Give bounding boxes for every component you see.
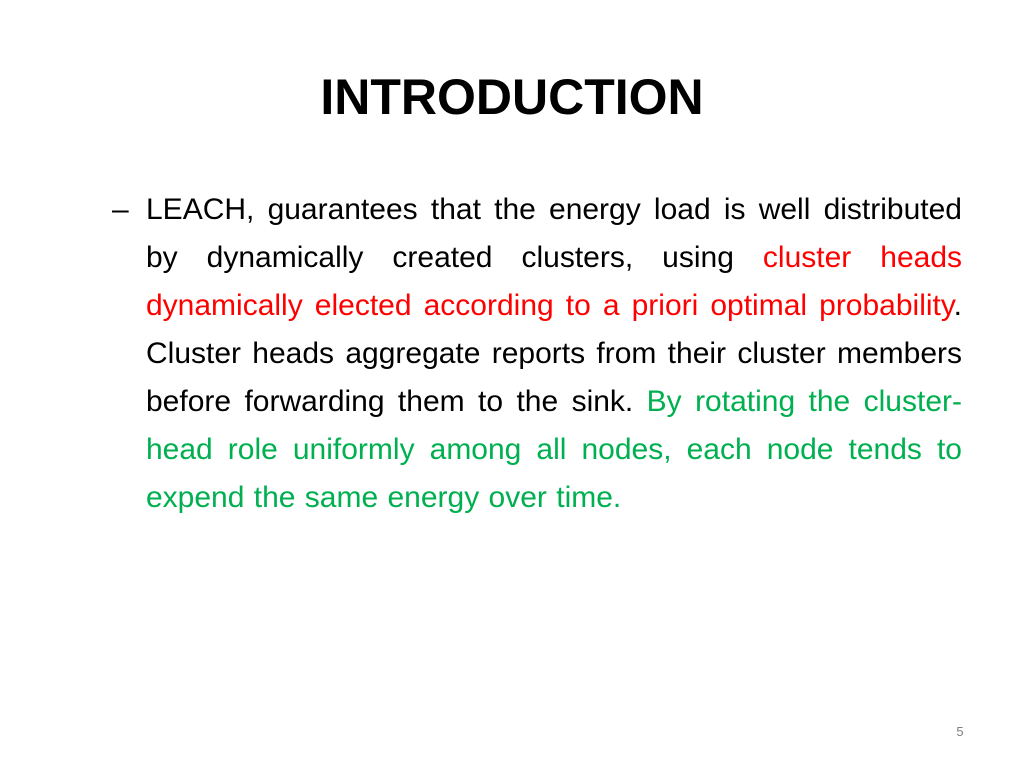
page-number: 5: [956, 724, 964, 739]
bullet-text-middle: . Cluster heads aggregate reports from their cluster members before forwarding them to the sink.: [146, 289, 962, 418]
bullet-text-intro: LEACH, guarantees that the energy load is well distributed by dynamically created clusters, using: [146, 193, 962, 274]
dash-bullet-marker: –: [112, 193, 129, 226]
slide-title: INTRODUCTION: [320, 69, 704, 125]
bullet-paragraph: [146, 186, 962, 522]
bullet-item: [112, 186, 964, 522]
bullet-text-green-highlight: By rotating the cluster-head role uniformly among all nodes, each node tends to expend the same energy over time.: [146, 385, 962, 514]
bullet-text-red-highlight: cluster heads dynamically elected according to a priori optimal probability: [146, 241, 963, 322]
